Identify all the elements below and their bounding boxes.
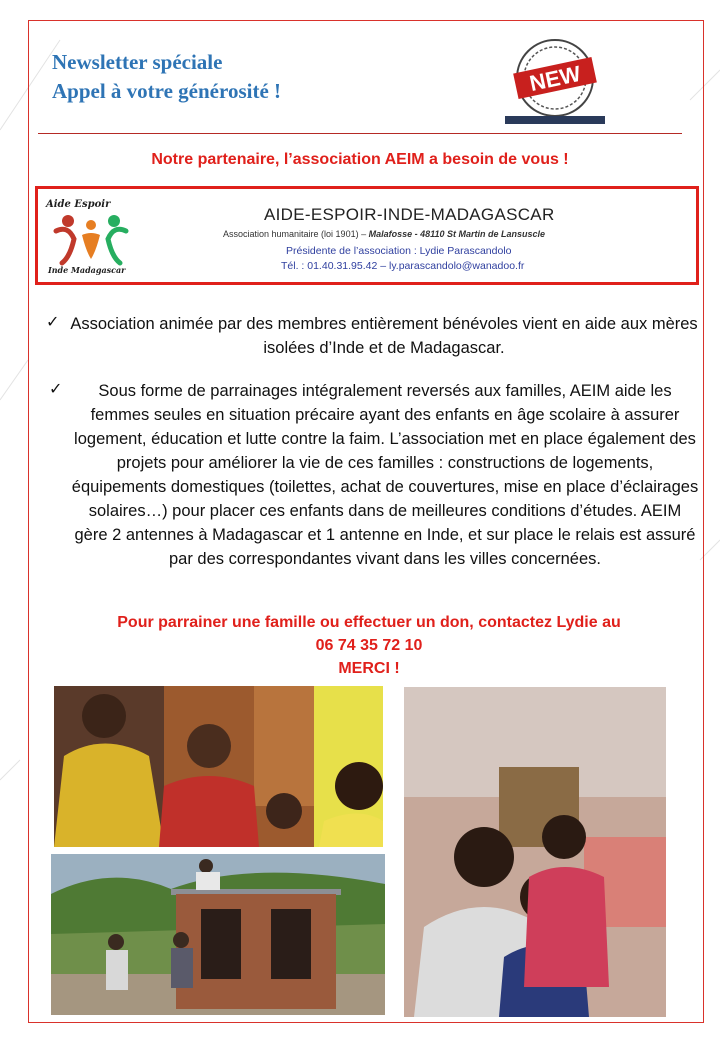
organization-address: Malafosse - 48110 St Martin de Lansuscle [368,229,545,239]
logo-bottom-text: Inde Madagascar [48,265,126,275]
newsletter-title: Newsletter spéciale [52,50,223,74]
logo-top-text: Aide Espoir [46,199,111,210]
new-stamp-label: NEW [527,60,583,97]
call-to-action: Pour parrainer une famille ou effectuer un don, contactez Lydie au [117,614,621,631]
check-mark-icon: ✓ [46,314,60,331]
header-divider [38,133,682,134]
contact-phone: 06 74 35 72 10 [315,637,423,654]
bullet-sponsorship: Sous forme de parrainages intégralement reversés aux familles, AEIM aide les femmes seules en situation précaire ayant des enfants en âge scolaire à assurer logement, éducation et lutte contre la faim. L’association met en place également des projets pour améliorer la vie de ces familles : constructions de logements, équipements domestiques (toilettes, achat de couvertures, mise en place d’éclairages solaires…) pour placer ces enfants dans de meilleures conditions d’études. AEIM gère 2 antennes à Madagascar et 1 antenne en Inde, et sur place le relais est assuré par des correspondantes vivant dans les villes concernées. [71,382,699,568]
check-mark-icon: ✓ [49,381,63,398]
bullet-volunteers: Association animée par des membres entièrement bénévoles vient en aide aux mères isolées d’Inde et de Madagascar. [70,315,698,357]
organization-contact: Tél. : 01.40.31.95.42 – ly.parascandolo@wanadoo.fr [281,260,525,272]
organization-subtitle [223,229,545,239]
family-photo [54,686,383,847]
organization-name: AIDE-ESPOIR-INDE-MADAGASCAR [264,205,555,224]
construction-photo [51,854,385,1015]
partner-heading: Notre partenaire, l’association AEIM a besoin de vous ! [151,151,569,168]
association-banner [35,186,699,285]
children-photo [404,687,666,1017]
appeal-title: Appel à votre générosité ! [52,79,282,103]
organization-subtitle-plain: Association humanitaire (loi 1901) – [223,229,369,239]
thanks-text: MERCI ! [338,660,400,677]
organization-president: Présidente de l’association : Lydie Parascandolo [286,245,512,257]
new-stamp-icon [505,38,605,124]
